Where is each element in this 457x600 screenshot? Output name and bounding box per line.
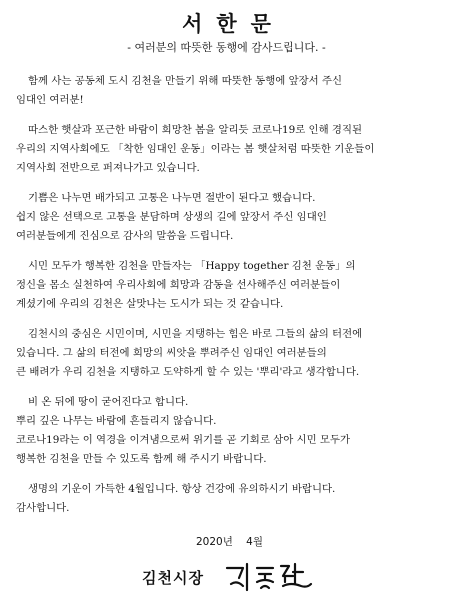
paragraph-line: 코로나19라는 이 역경을 이겨냄으로써 위기를 곧 기회로 삼아 시민 모두가 bbox=[16, 434, 351, 446]
paragraph-line: 정신을 몸소 실천하여 우리사회에 희망과 감동을 선사해주신 여러분들이 bbox=[16, 279, 341, 291]
paragraph-line: 감사합니다. bbox=[16, 502, 70, 514]
paragraph-greeting bbox=[16, 72, 437, 110]
paragraph-line: 임대인 여러분! bbox=[16, 94, 84, 106]
letter-date: 2020년 4월 bbox=[195, 536, 264, 548]
paragraph-gratitude bbox=[16, 189, 437, 246]
paragraph-line: 비 온 뒤에 땅이 굳어진다고 합니다. bbox=[28, 396, 189, 408]
paragraph-line: 있습니다. 그 삶의 터전에 희망의 씨앗을 뿌려주신 임대인 여러분들의 bbox=[16, 347, 327, 359]
paragraph-line: 계셨기에 우리의 김천은 살맛나는 도시가 되는 것 같습니다. bbox=[16, 298, 284, 310]
paragraph-line: 기쁨은 나누면 배가되고 고통은 나누면 절반이 된다고 했습니다. bbox=[28, 192, 316, 204]
letter-title: 서한문 bbox=[182, 11, 285, 36]
paragraph-line: 따스한 햇살과 포근한 바람이 희망찬 봄을 알리듯 코로나19로 인해 경직된 bbox=[28, 124, 363, 136]
paragraph-line: 함께 사는 공동체 도시 김천을 만들기 위해 따뜻한 동행에 앞장서 주신 bbox=[28, 75, 343, 87]
paragraph-line: 지역사회 전반으로 퍼져나가고 있습니다. bbox=[16, 162, 200, 174]
letter-subtitle: - 여러분의 따뜻한 동행에 감사드립니다. - bbox=[127, 41, 326, 54]
paragraph-line: 행복한 김천을 만들 수 있도록 함께 해 주시기 바랍니다. bbox=[16, 453, 267, 465]
paragraph-line: 쉽지 않은 선택으로 고통을 분담하며 상생의 길에 앞장서 주신 임대인 bbox=[16, 211, 327, 223]
handwritten-signature bbox=[223, 562, 315, 592]
paragraph-line: 우리의 지역사회에도 「착한 임대인 운동」이라는 봄 햇살처럼 따뜻한 기운들이 bbox=[16, 143, 375, 155]
paragraph-adversity bbox=[16, 393, 437, 469]
paragraph-spring bbox=[16, 121, 437, 178]
paragraph-line: 뿌리 깊은 나무는 바람에 흔들리지 않습니다. bbox=[16, 415, 217, 427]
paragraph-citizens bbox=[16, 325, 437, 382]
paragraph-closing bbox=[16, 480, 437, 518]
signer-title: 김천시장 bbox=[141, 568, 204, 587]
paragraph-happy-together bbox=[16, 257, 437, 314]
paragraph-line: 큰 배려가 우리 김천을 지탱하고 도약하게 할 수 있는 '뿌리'라고 생각합니다. bbox=[16, 366, 360, 378]
paragraph-line: 생명의 기운이 가득한 4월입니다. 항상 건강에 유의하시기 바랍니다. bbox=[28, 483, 336, 495]
paragraph-line: 김천시의 중심은 시민이며, 시민을 지탱하는 힘은 바로 그들의 삶의 터전에 bbox=[28, 328, 363, 340]
paragraph-line: 여러분들에게 진심으로 감사의 말씀을 드립니다. bbox=[16, 230, 234, 242]
paragraph-line: 시민 모두가 행복한 김천을 만들자는 「Happy together 김천 운동」의 bbox=[28, 260, 356, 272]
signature-block bbox=[0, 562, 457, 592]
letter-body bbox=[16, 72, 437, 518]
